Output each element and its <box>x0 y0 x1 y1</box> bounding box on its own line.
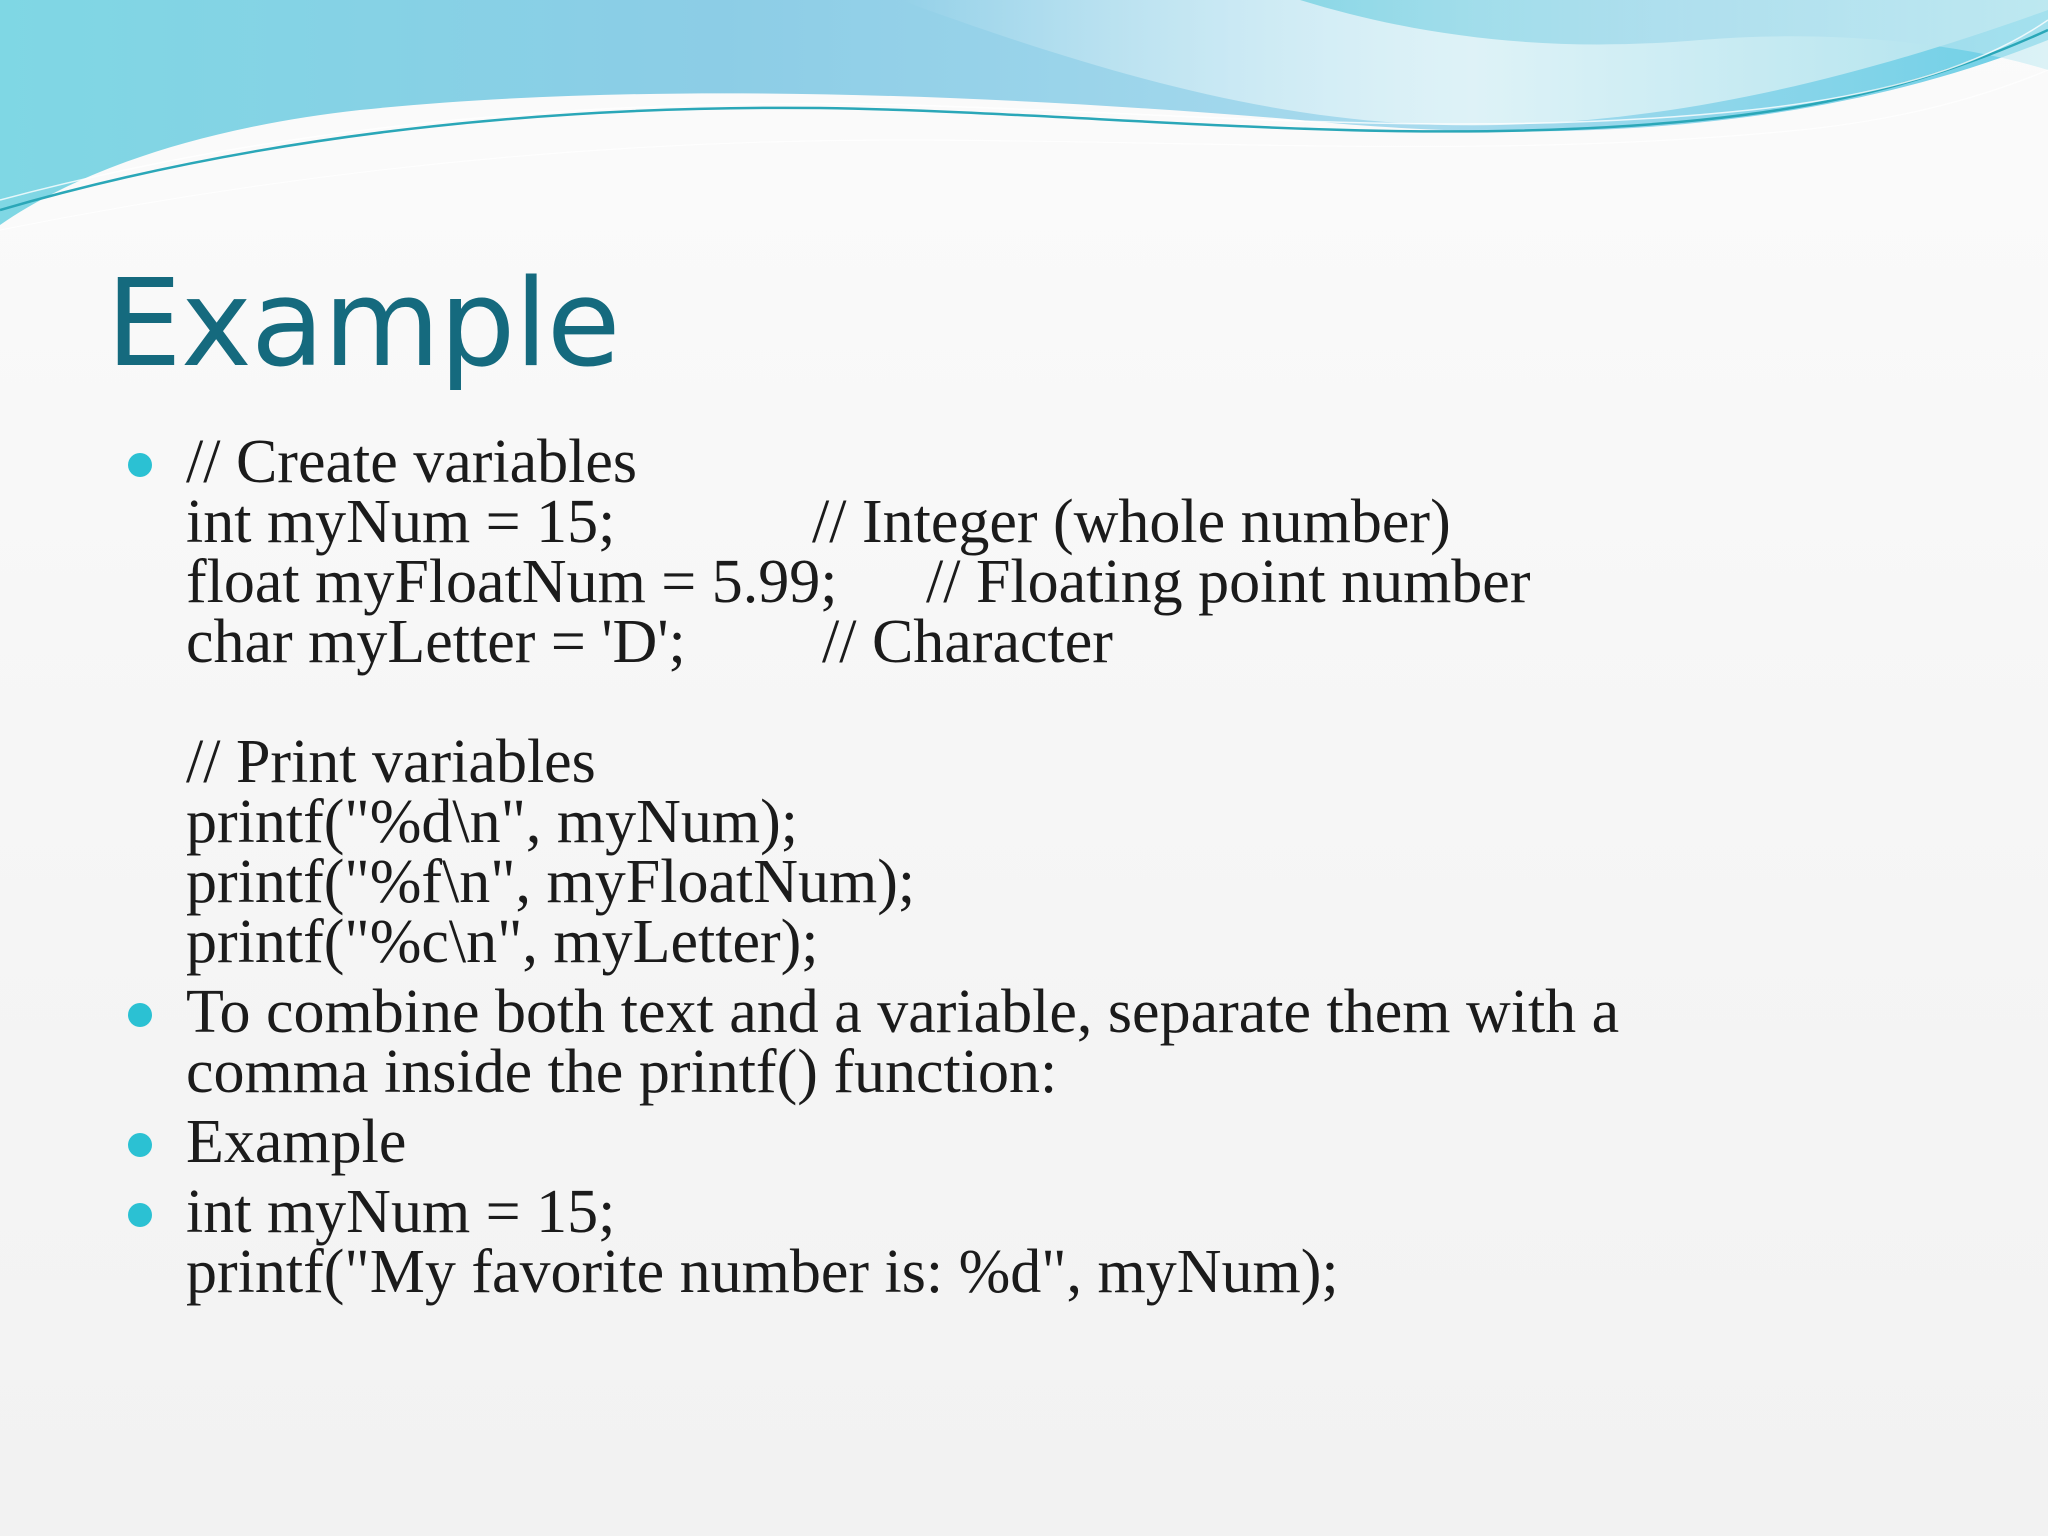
code-comment-print: // Print variables <box>186 728 596 796</box>
code-comment-create: // Create variables <box>186 428 638 496</box>
code-char-declaration: char myLetter = 'D'; <box>186 608 686 676</box>
example-label: Example <box>186 1108 407 1176</box>
code-blank-line <box>186 672 1988 732</box>
code-int-declaration: int myNum = 15; <box>186 488 616 556</box>
code-int-comment: // Integer (whole number) <box>812 488 1451 556</box>
code-line-char <box>186 608 1988 676</box>
code-float-comment: // Floating point number <box>926 548 1531 616</box>
slide-title: Example <box>106 255 620 394</box>
code-print-c: printf("%c\n", myLetter); <box>186 908 819 976</box>
code-print-f: printf("%f\n", myFloatNum); <box>186 848 916 916</box>
bullet-dot-icon <box>128 453 152 477</box>
header-wave-decoration <box>0 0 2048 240</box>
bullet-example-code <box>128 1178 1988 1306</box>
slide-content <box>128 428 1988 1312</box>
code-char-comment: // Character <box>822 608 1113 676</box>
code-line-int <box>186 488 1988 556</box>
example-code-line-2: printf("My favorite number is: %d", myNum); <box>186 1238 1339 1306</box>
combine-text-line-1: To combine both text and a variable, separate them with a <box>186 978 1620 1046</box>
bullet-dot-icon <box>128 1203 152 1227</box>
combine-text-line-2: comma inside the printf() function: <box>186 1038 1058 1106</box>
bullet-dot-icon <box>128 1133 152 1157</box>
example-code-line-1: int myNum = 15; <box>186 1178 616 1246</box>
bullet-dot-icon <box>128 1003 152 1027</box>
code-print-d: printf("%d\n", myNum); <box>186 788 798 856</box>
code-line-float <box>186 548 1988 616</box>
bullet-example-label <box>128 1108 1988 1176</box>
code-float-declaration: float myFloatNum = 5.99; <box>186 548 838 616</box>
bullet-combine-text <box>128 978 1988 1106</box>
bullet-code-example <box>128 428 1988 976</box>
